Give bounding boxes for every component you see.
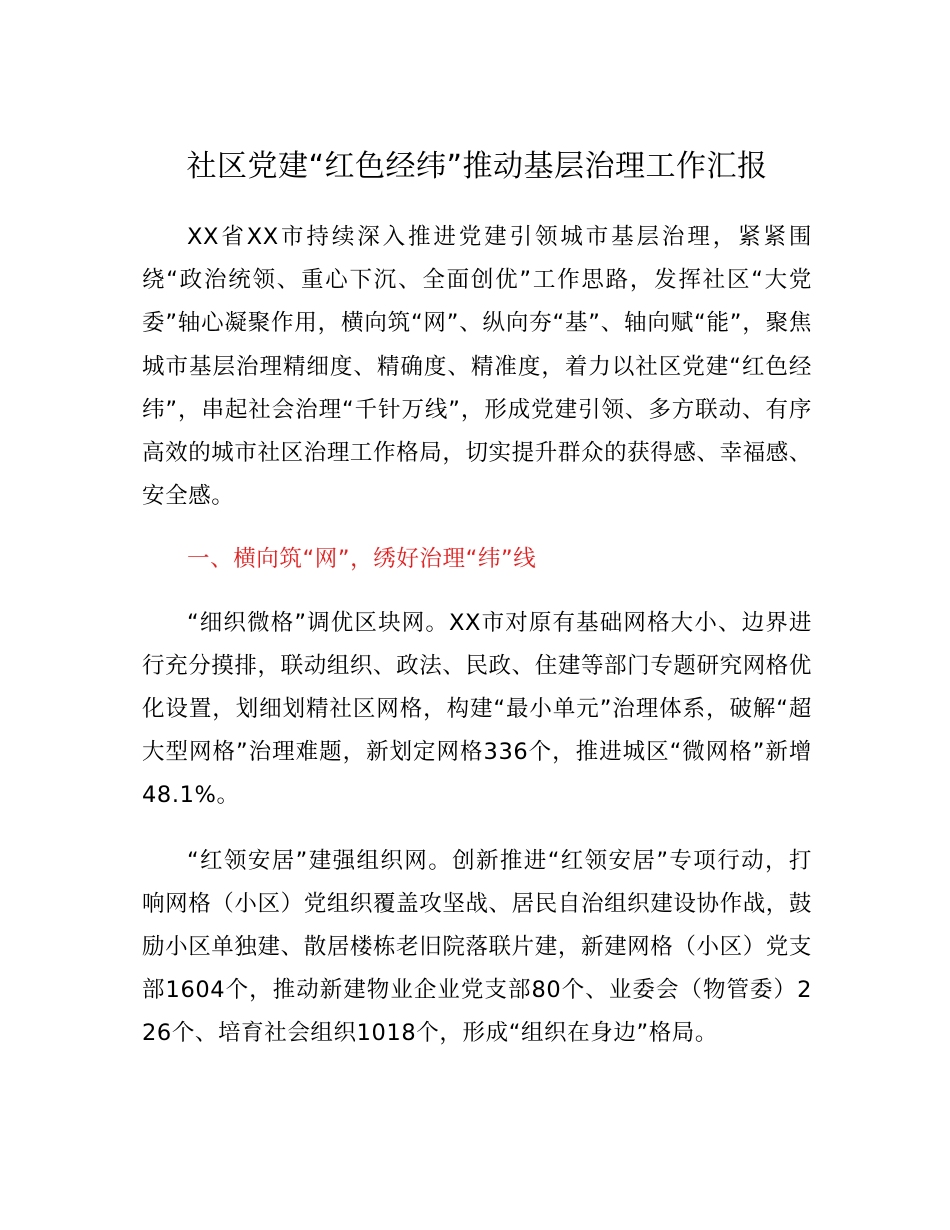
document-page (142, 140, 812, 1056)
document-title: 社区党建“红色经纬”推动基层治理工作汇报 (186, 149, 768, 184)
section-heading: 一、横向筑“网”，绣好治理“纬”线 (187, 546, 537, 573)
body-paragraph-grid: “细织微格”调优区块网。XX市对原有基础网格大小、边界进行充分摸排，联动组织、政法、民政、住建等部门专题研究网格优化设置，划细划精社区网格，构建“最小单元”治理体系，破解“超大型网格”治理难题，新划定网格336个，推进城区“微网格”新增48.1%。 (142, 609, 812, 809)
intro-paragraph: XX省XX市持续深入推进党建引领城市基层治理，紧紧围绕“政治统领、重心下沉、全面创优”工作思路，发挥社区“大党委”轴心凝聚作用，横向筑“网”、纵向夯“基”、轴向赋“能”，聚焦城市基层治理精细度、精确度、精准度，着力以社区党建“红色经纬”，串起社会治理“千针万线”，形成党建引领、多方联动、有序高效的城市社区治理工作格局，切实提升群众的获得感、幸福感、安全感。 (142, 224, 812, 510)
body-paragraph-organization: “红领安居”建强组织网。创新推进“红领安居”专项行动，打响网格（小区）党组织覆盖攻坚战、居民自治组织建设协作战，鼓励小区单独建、散居楼栋老旧院落联片建，新建网格（小区）党支部1604个，推动新建物业企业党支部80个、业委会（物管委）226个、培育社会组织1018个，形成“组织在身边”格局。 (142, 847, 812, 1047)
